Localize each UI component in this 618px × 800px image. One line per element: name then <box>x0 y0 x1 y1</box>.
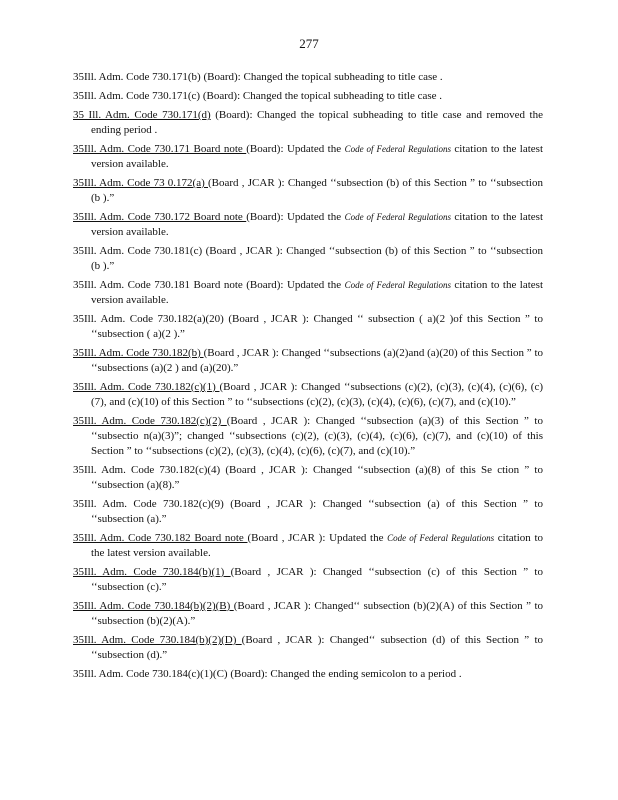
citation: 35Ill. Adm. Code 730.182 Board note <box>73 532 248 544</box>
citation: 35 Ill. Adm. Code 730.171(d) <box>73 109 211 121</box>
amendment-text: (Board , JCAR ): Changed ‘‘subsection (a) of this Section ” to ‘‘subsection (a).” <box>91 498 543 525</box>
amendment-text: (Board , JCAR ): Changed ‘‘subsection (b) of this Section ” to ‘‘subsection (b ).” <box>91 245 543 272</box>
amendment-entry <box>73 346 543 376</box>
amendment-text: citation to the latest version available. <box>91 143 544 170</box>
code-title-italic: Code of Federal Regulations <box>344 144 451 154</box>
amendment-text: (Board): Updated the <box>246 143 345 155</box>
amendment-entry <box>73 70 543 85</box>
citation: 35Ill. Adm. Code 730.182(c)(4) <box>73 464 221 476</box>
code-title-italic: Code of Federal Regulations <box>344 212 451 222</box>
amendment-entry <box>73 497 543 527</box>
citation: 35Ill. Adm. Code 730.171(c) <box>73 90 201 102</box>
amendment-entry <box>73 633 543 663</box>
amendment-text: (Board , JCAR ): Changed ‘‘subsections (c)(2), (c)(3), (c)(4), (c)(6), (c)(7), and (c)(10) of this Section ” to ‘‘subsections (c)(2), (c)(3), (c)(4), (c)(6), (c)(7), and (c)(10).” <box>91 381 543 408</box>
citation: 35Ill. Adm. Code 730.184(c)(1)(C) <box>73 668 228 680</box>
amendment-text: (Board , JCAR ): Changed ‘‘subsections (a)(2)and (a)(20) of this Section ” to ‘‘subsections (a)(2 ) and (a)(20).” <box>91 347 544 374</box>
amendment-text: (Board): Changed the topical subheading to title case and removed the ending period . <box>91 109 543 136</box>
amendment-text: (Board , JCAR ): Changed ‘‘ subsection ( a)(2 )of this Section ” to ‘‘subsection ( a)(2 ).” <box>91 313 543 340</box>
amendment-text: citation to the latest version available. <box>91 279 543 306</box>
code-title-italic: Code of Federal Regulations <box>344 280 451 290</box>
citation: 35Ill. Adm. Code 730.184(b)(2)(D) <box>73 634 242 646</box>
citation: 35Ill. Adm. Code 730.172 Board note <box>73 211 247 223</box>
citation: 35Ill. Adm. Code 730.171(b) <box>73 71 201 83</box>
amendment-text: (Board , JCAR ): Updated the <box>247 532 388 544</box>
amendment-text: (Board , JCAR ): Changed ‘‘subsection (c) of this Section ” to ‘‘subsection (c).” <box>91 566 543 593</box>
amendment-entry <box>73 142 543 172</box>
amendment-entry <box>73 463 543 493</box>
citation: 35Ill. Adm. Code 730.182(c)(9) <box>73 498 224 510</box>
citation: 35Ill. Adm. Code 730.171 Board note <box>73 143 247 155</box>
citation: 35Ill. Adm. Code 730.182(a)(20) <box>73 313 224 325</box>
amendment-text: citation to the latest version available. <box>91 211 544 238</box>
amendment-entry <box>73 244 543 274</box>
amendment-text: (Board): Changed the topical subheading to title case . <box>200 90 443 102</box>
page-number: 277 <box>299 36 319 51</box>
citation: 35Ill. Adm. Code 730.182(c)(2) <box>73 415 227 427</box>
amendment-entry <box>73 667 543 682</box>
amendment-entry <box>73 414 543 459</box>
amendment-list <box>73 70 543 686</box>
amendment-entry <box>73 176 543 206</box>
amendment-entry <box>73 565 543 595</box>
amendment-entry <box>73 108 543 138</box>
amendment-text: (Board , JCAR ): Changed‘‘ subsection (d) of this Section ” to ‘‘subsection (d).” <box>91 634 543 661</box>
citation: 35Ill. Adm. Code 730.182(b) <box>73 347 204 359</box>
amendment-entry <box>73 599 543 629</box>
amendment-text: (Board): Updated the <box>246 211 345 223</box>
citation: 35Ill. Adm. Code 73 0.172(a) <box>73 177 208 189</box>
citation: 35Ill. Adm. Code 730.184(b)(1) <box>73 566 231 578</box>
citation: 35Ill. Adm. Code 730.181 Board note <box>73 279 243 291</box>
amendment-entry <box>73 278 543 308</box>
amendment-entry <box>73 380 543 410</box>
citation: 35Ill. Adm. Code 730.181(c) <box>73 245 203 257</box>
amendment-text: (Board , JCAR ): Changed‘‘ subsection (b)(2)(A) of this Section ” to ‘‘subsection (b)(2)(A).” <box>91 600 544 627</box>
amendment-text: (Board , JCAR ): Changed ‘‘subsection (b) of this Section ” to ‘‘subsection (b ).” <box>91 177 543 204</box>
amendment-entry <box>73 531 543 561</box>
amendment-entry <box>73 312 543 342</box>
code-title-italic: Code of Federal Regulations <box>387 533 495 543</box>
amendment-text: (Board , JCAR ): Changed ‘‘subsection (a)(8) of this Se ction ” to ‘‘subsection (a)(8).” <box>91 464 543 491</box>
amendment-text: (Board): Updated the <box>242 279 345 291</box>
amendment-text: citation to the latest version available. <box>91 532 544 559</box>
amendment-text: (Board): Changed the topical subheading to title case . <box>200 71 443 83</box>
amendment-entry <box>73 89 543 104</box>
amendment-entry <box>73 210 543 240</box>
amendment-text: (Board , JCAR ): Changed ‘‘subsection (a)(3) of this Section ” to ‘‘subsectio n(a)(3)”; changed ‘‘subsections (c)(2), (c)(3), (c)(4), (c)(6), (c)(7), and (c)(10) of this Section ” to ‘‘subsections (c)(2), (c)(3), (c)(4), (c)(6), (c)(7), and (c)(10).” <box>91 415 543 457</box>
citation: 35Ill. Adm. Code 730.184(b)(2)(B) <box>73 600 234 612</box>
citation: 35Ill. Adm. Code 730.182(c)(1) <box>73 381 220 393</box>
amendment-text: (Board): Changed the ending semicolon to a period . <box>227 668 462 680</box>
